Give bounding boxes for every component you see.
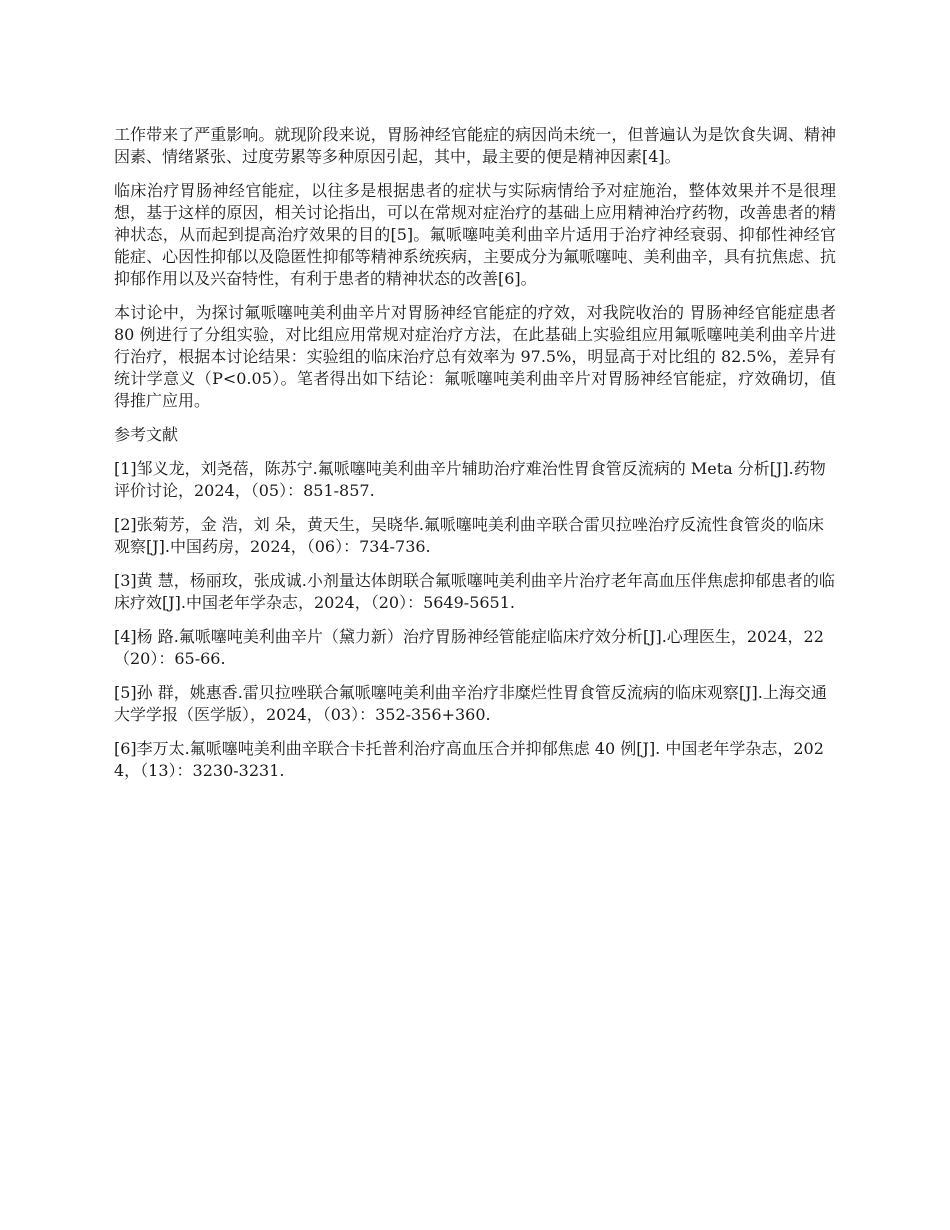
reference-item: [4]杨 路.氟哌噻吨美利曲辛片（黛力新）治疗胃肠神经管能症临床疗效分析[J].心理医生，2024，22（20）：65-66. xyxy=(114,627,824,668)
document-page xyxy=(114,124,836,794)
reference-item: [2]张菊芳，金 浩，刘 朵，黄天生，吴晓华.氟哌噻吨美利曲辛联合雷贝拉唑治疗反流性食管炎的临床观察[J].中国药房，2024，（06）：734-736. xyxy=(114,515,824,556)
body-paragraph: 临床治疗胃肠神经官能症，以往多是根据患者的症状与实际病情给予对症施治，整体效果并不是很理想，基于这样的原因，相关讨论指出，可以在常规对症治疗的基础上应用精神治疗药物，改善患者的精神状态，从而起到提高治疗效果的目的[5]。氟哌噻吨美利曲辛片适用于治疗神经衰弱、抑郁性神经官能症、心因性抑郁以及隐匿性抑郁等精神系统疾病，主要成分为氟哌噻吨、美利曲辛，具有抗焦虑、抗抑郁作用以及兴奋特性，有利于患者的精神状态的改善[6]。 xyxy=(114,181,836,288)
reference-item: [6]李万太.氟哌噻吨美利曲辛联合卡托普利治疗高血压合并抑郁焦虑 40 例[J]. 中国老年学杂志，2024，（13）：3230-3231. xyxy=(114,739,824,780)
reference-item: [3]黄 慧，杨丽玫，张成诚.小剂量达体朗联合氟哌噻吨美利曲辛片治疗老年高血压伴焦虑抑郁患者的临床疗效[J].中国老年学杂志，2024，（20）：5649-5651. xyxy=(114,571,835,612)
references-heading: 参考文献 xyxy=(114,425,179,444)
body-paragraph: 工作带来了严重影响。就现阶段来说，胃肠神经官能症的病因尚未统一，但普遍认为是饮食失调、精神因素、情绪紧张、过度劳累等多种原因引起，其中，最主要的便是精神因素[4]。 xyxy=(114,125,836,166)
reference-item: [5]孙 群，姚惠香.雷贝拉唑联合氟哌噻吨美利曲辛治疗非糜烂性胃食管反流病的临床观察[J].上海交通大学学报（医学版），2024，（03）：352-356+360. xyxy=(114,683,827,724)
body-paragraph: 本讨论中，为探讨氟哌噻吨美利曲辛片对胃肠神经官能症的疗效，对我院收治的 胃肠神经官能症患者 80 例进行了分组实验，对比组应用常规对症治疗方法，在此基础上实验组应用氟哌噻吨美利曲辛片进行治疗，根据本讨论结果：实验组的临床治疗总有效率为 97.5%，明显高于对比组的 82.5%，差异有统计学意义（P<0.05）。笔者得出如下结论：氟哌噻吨美利曲辛片对胃肠神经官能症，疗效确切，值得推广应用。 xyxy=(114,303,836,410)
reference-item: [1]邹义龙，刘尧蓓，陈苏宁.氟哌噻吨美利曲辛片辅助治疗难治性胃食管反流病的 Meta 分析[J].药物评价讨论，2024，（05）：851-857. xyxy=(114,459,826,500)
